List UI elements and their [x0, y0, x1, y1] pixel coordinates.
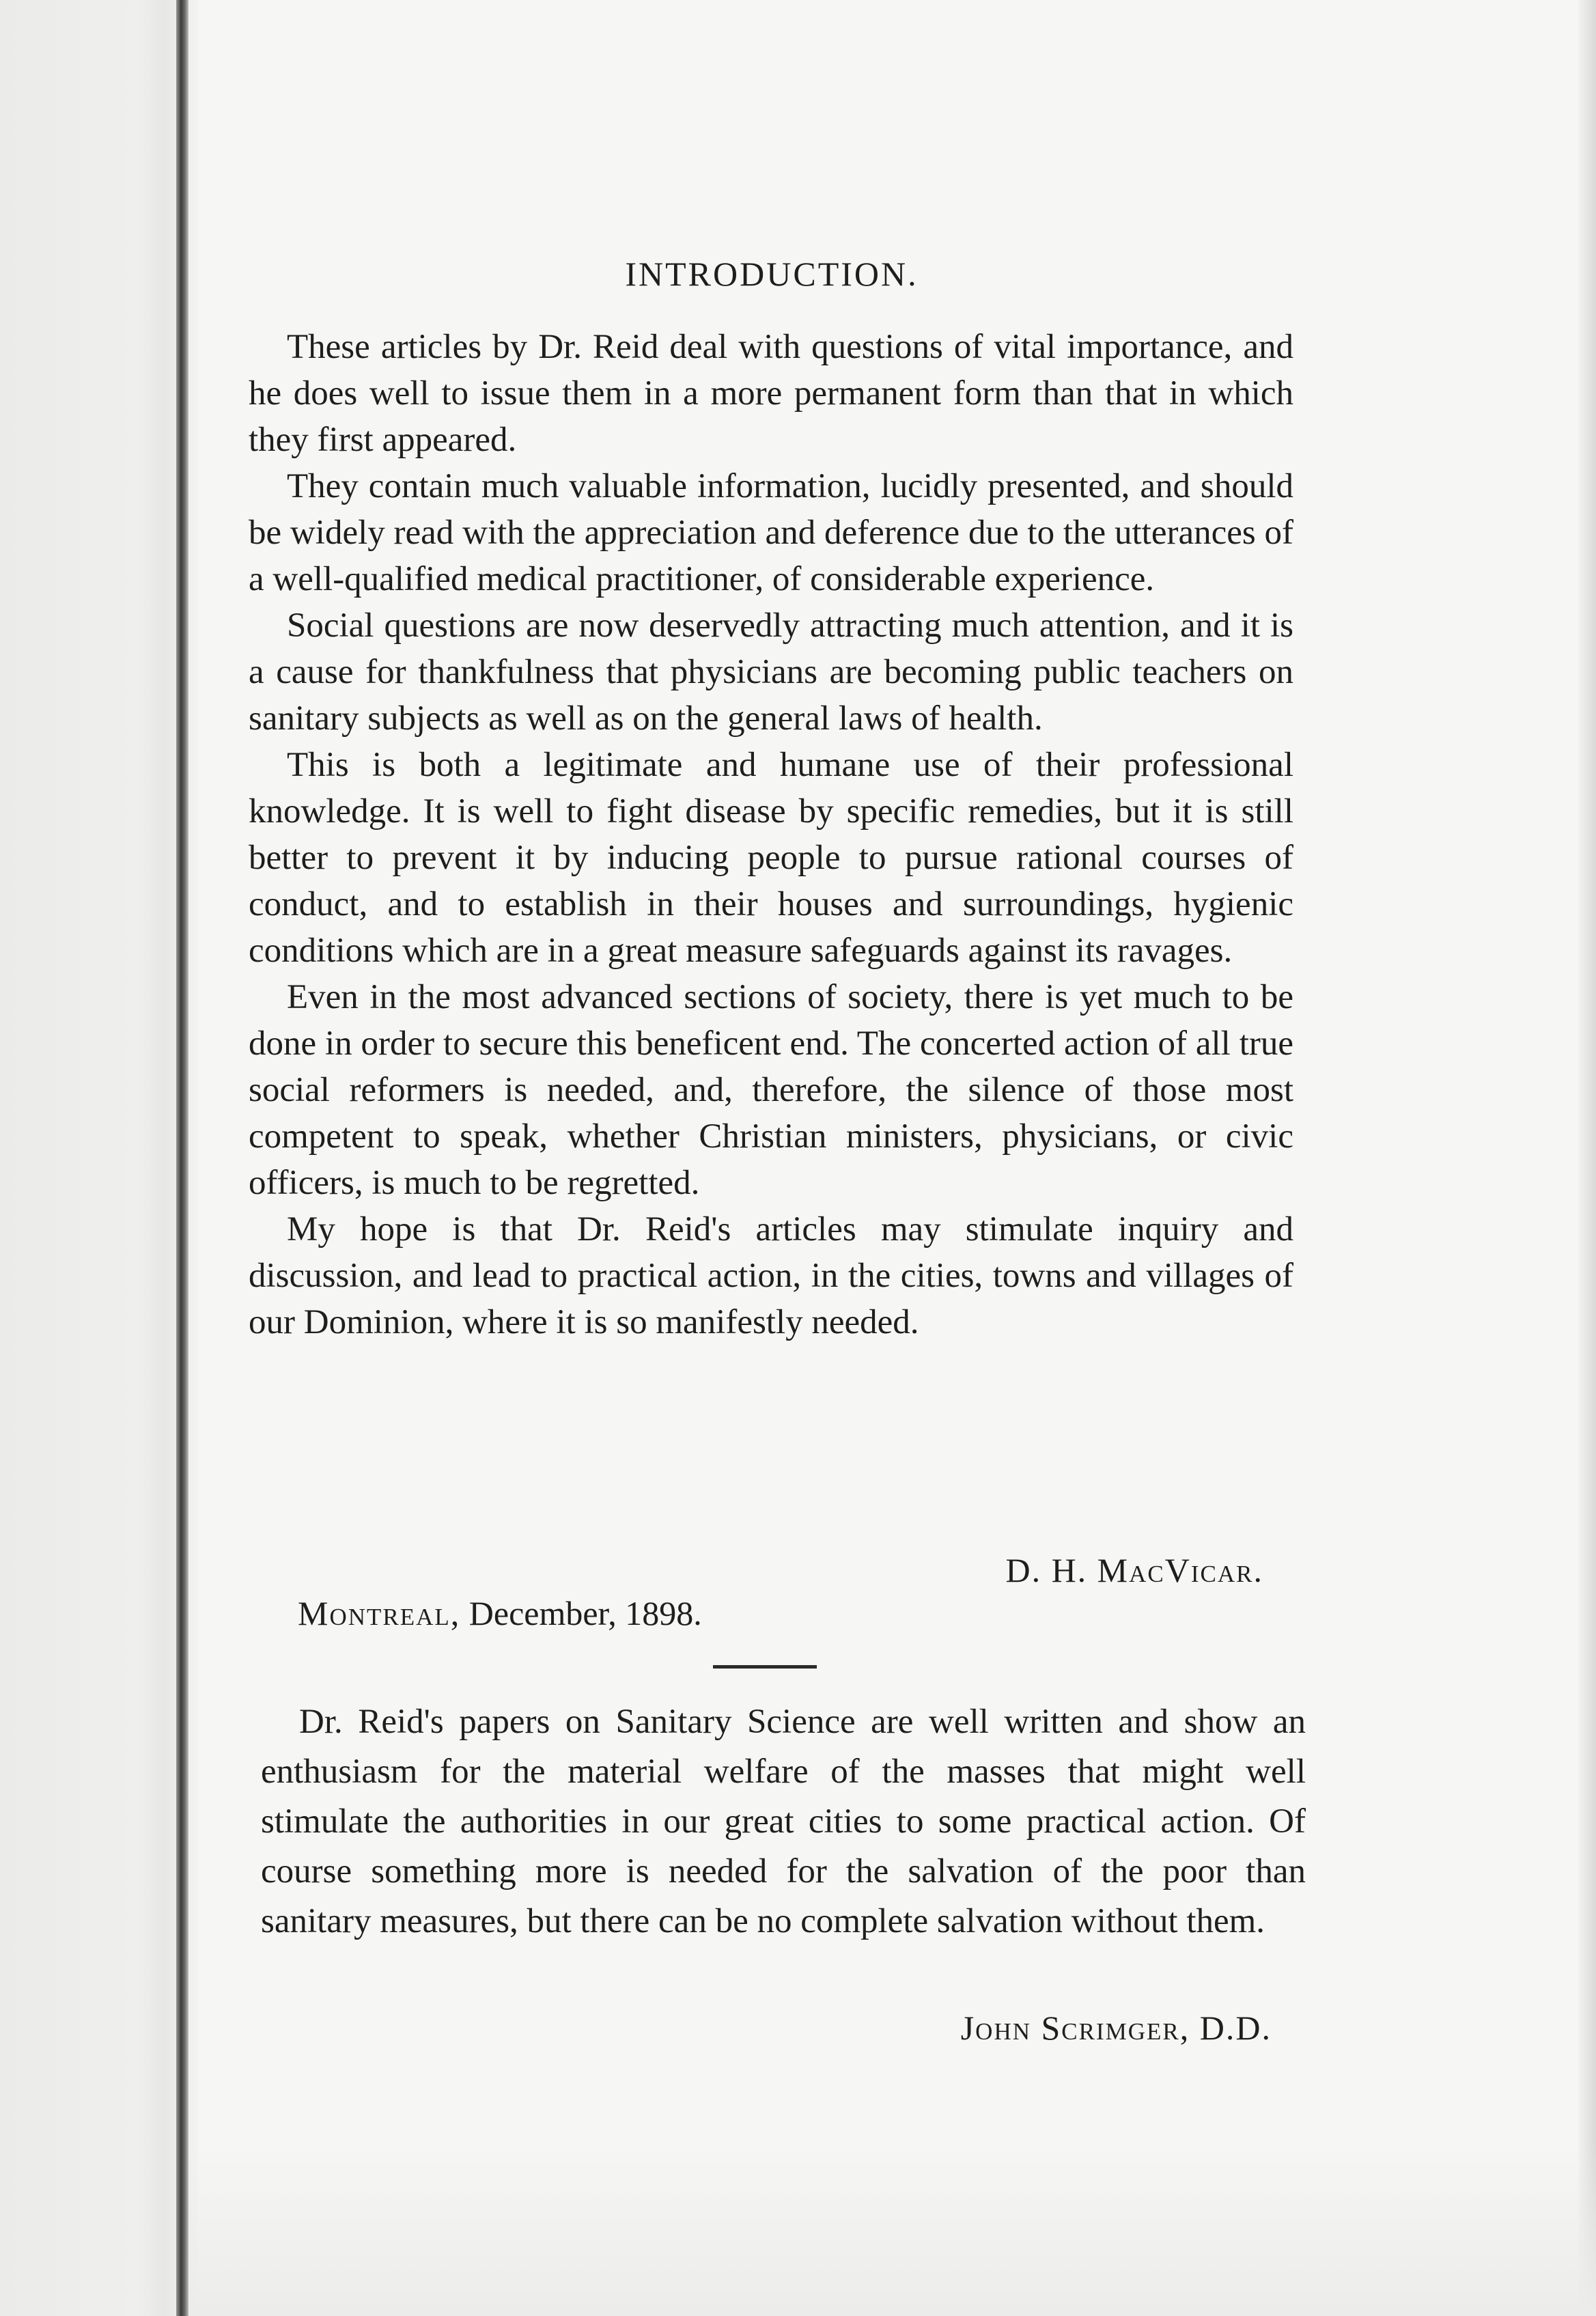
- signature-scrimger: John Scrimger, D.D.: [960, 2009, 1272, 2047]
- place-date-line: [298, 1593, 702, 1633]
- paragraph-1: These articles by Dr. Reid deal with questions of vital importance, and he does well to issue them in a more permanent form than that in which they first appeared.: [249, 328, 1293, 459]
- page-heading: INTRODUCTION.: [625, 255, 919, 293]
- page-bottom-shading: [188, 2138, 1596, 2316]
- date-text: December, 1898.: [468, 1594, 702, 1632]
- scrimger-note: [261, 1697, 1306, 1947]
- page-right-edge: [1578, 0, 1596, 2316]
- signature-macvicar: D. H. MacVicar.: [1005, 1551, 1263, 1589]
- paragraph-5: Even in the most advanced sections of society, there is yet much to be done in order to secure this beneficent end. The concerted action of all true social reformers is needed, and, therefore, the silence of those most competent to speak, whether Christian ministers, physicians, or civic officers, is much to be regretted.: [249, 978, 1293, 1202]
- section-divider: [713, 1665, 817, 1669]
- scrimger-paragraph: Dr. Reid's papers on Sanitary Science are well written and show an enthusiasm for the material welfare of the masses that might well stimulate the authorities in our great cities to some practical action. Of course something more is needed for the salvation of the poor than sanitary measures, but there can be no complete salvation without them.: [261, 1703, 1306, 1940]
- page-gutter: [0, 0, 198, 2316]
- paragraph-4: This is both a legitimate and humane use of their professional knowledge. It is well to fight disease by specific remedies, but it is still better to prevent it by inducing people to pursue rational courses of conduct, and to establish in their houses and surroundings, hygienic conditions which are in a great measure safeguards against its ravages.: [249, 746, 1293, 970]
- place-name: Montreal,: [298, 1594, 461, 1632]
- paragraph-6: My hope is that Dr. Reid's articles may stimulate inquiry and discussion, and lead to practical action, in the cities, towns and villages of our Dominion, where it is so manifestly needed.: [249, 1210, 1293, 1341]
- binding-edge: [176, 0, 188, 2316]
- introduction-body: [249, 324, 1293, 1345]
- paragraph-3: Social questions are now deservedly attracting much attention, and it is a cause for thankfulness that physicians are becoming public teachers on sanitary subjects as well as on the general laws of health.: [249, 606, 1293, 738]
- paragraph-2: They contain much valuable information, lucidly presented, and should be widely read with the appreciation and deference due to the utterances of a well-qualified medical practitioner, of considerable experience.: [249, 467, 1293, 598]
